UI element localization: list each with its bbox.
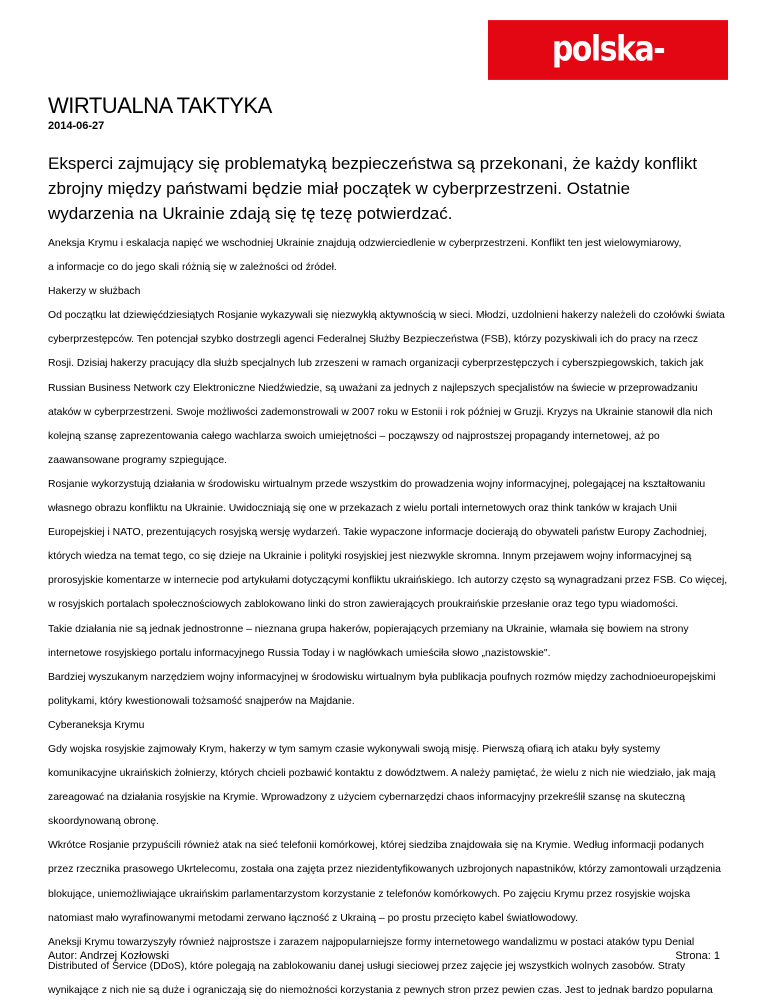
body-line: prorosyjskie komentarze w internecie pod artykułami dotyczącymi konfliktu ukraińskiego. Ich autorzy często są wynagradzani przez FSB. Co więcej,	[48, 575, 728, 587]
body-line: Europejskiej i NATO, prezentujących rosyjską wersję wydarzeń. Takie wypaczone informacje docierają do obywateli państw Europy Zachodniej,	[48, 527, 707, 539]
body-line: Bardziej wyszukanym narzędziem wojny informacyjnej w środowisku wirtualnym była publikacja poufnych rozmów między zachodnioeuropejskimi	[48, 671, 716, 683]
body-line: blokujące, uniemożliwiające ukraińskim parlamentarzystom korzystanie z telefonów komórkowych. Po zajęciu Krymu przez rosyjskie wojska	[48, 888, 691, 900]
body-line: Takie działania nie są jednak jednostronne – nieznana grupa hakerów, popierających przemiany na Ukrainie, włamała się bowiem na strony	[48, 623, 689, 635]
body-line: politykami, który kwestionowali tożsamość snajperów na Majdanie.	[48, 695, 355, 707]
article-title: WIRTUALNA TAKTYKA	[48, 93, 272, 118]
body-line: ataków w cyberprzestrzeni. Swoje możliwości zademonstrowali w 2007 roku w Estonii i rok później w Gruzji. Kryzys na Ukrainie stanowił dla nich	[48, 406, 713, 418]
site-logo[interactable]: polska-zbrojna.pl	[488, 20, 728, 80]
article-lead: Eksperci zajmujący się problematyką bezpieczeństwa są przekonani, że każdy konflikt zbrojny między państwami będzie miał początek w cyberprzestrzeni. Ostatnie wydarzenia na Ukrainie zdają się tę tezę potwierdzać.	[48, 154, 698, 223]
body-line: których wiedza na temat tego, co się dzieje na Ukrainie i polityki rosyjskiej jest niezwykle skromna. Innym przejawem wojny informacyjnej są	[48, 551, 692, 563]
body-line: wynikające z nich nie są duże i ograniczają się do niemożności korzystania z pewnych stron przez pewien czas. Jest to jednak bardzo popularna	[48, 984, 713, 996]
footer-author: Autor: Andrzej Kozłowski	[48, 950, 170, 962]
body-line: a informacje co do jego skali różnią się w zależności od źródeł.	[48, 262, 337, 274]
body-line: internetowe rosyjskiego portalu informacyjnego Russia Today i w nagłówkach umieściła słowo „nazistowskie".	[48, 647, 551, 659]
body-line: Od początku lat dziewięćdziesiątych Rosjanie wykazywali się niezwykłą aktywnością w sieci. Młodzi, uzdolnieni hakerzy należeli do czołówki świata	[48, 310, 725, 322]
body-line: komunikacyjne ukraińskich żołnierzy, których chcieli pozbawić kontaktu z dowództwem. A należy pamiętać, że wielu z nich nie wiedziało, jak mają	[48, 768, 716, 780]
body-line: zareagować na działania rosyjskie na Krymie. Wprowadzony z użyciem cybernarzędzi chaos informacyjny przekreślił szansę na skuteczną	[48, 792, 685, 804]
body-line: Russian Business Network czy Elektroniczne Niedźwiedzie, są uważani za jednych z najlepszych specjalistów na świecie w przeprowadzaniu	[48, 382, 698, 394]
body-line: Distributed of Service (DDoS), które polegają na zablokowaniu danej usługi sieciowej przez zajęcie jej wszystkich wolnych zasobów. Straty	[48, 960, 686, 972]
body-line: Rosjanie wykorzystują działania w środowisku wirtualnym przede wszystkim do prowadzenia wojny informacyjnej, polegającej na kształtowaniu	[48, 478, 706, 490]
footer-page-number: Strona: 1	[675, 950, 720, 962]
body-line: Gdy wojska rosyjskie zajmowały Krym, hakerzy w tym samym czasie wykonywali swoją misję. Pierwszą ofiarą ich ataku były systemy	[48, 743, 661, 755]
body-line: zaawansowane programy szpiegujące.	[48, 454, 228, 466]
article-date: 2014-06-27	[48, 120, 105, 132]
body-line: w rosyjskich portalach społecznościowych zablokowano linki do stron zawierających proukraińskie przesłanie oraz tego typu wiadomości.	[48, 599, 679, 611]
body-line: Aneksji Krymu towarzyszyły również najprostsze i zarazem najpopularniejsze formy internetowego wandalizmu w postaci ataków typu Denial	[48, 936, 695, 948]
body-line: Aneksja Krymu i eskalacja napięć we wschodniej Ukrainie znajdują odzwierciedlenie w cyberprzestrzeni. Konflikt ten jest wielowymiarowy,	[48, 238, 682, 249]
body-line: cyberprzestępców. Ten potencjał szybko dostrzegli agenci Federalnej Służby Bezpieczeństwa (FSB), którzy pozyskiwali ich do pracy na rzecz	[48, 334, 699, 346]
body-line: Rosji. Dzisiaj hakerzy pracujący dla służb specjalnych lub zrzeszeni w ramach organizacji cyberprzestępczych i cyberszpiegowskich, takich jak	[48, 358, 704, 370]
body-line: Wkrótce Rosjanie przypuścili również atak na sieć telefonii komórkowej, której siedziba znajdowała się na Krymie. Według informacji podanych	[48, 840, 704, 852]
body-line: kolejną szansę zaprezentowania całego wachlarza swoich umiejętności – począwszy od najprostszej propagandy internetowej, aż po	[48, 430, 660, 442]
body-line: skoordynowaną obronę.	[48, 816, 159, 828]
body-line: natomiast mało wyrafinowanymi metodami zerwano łączność z Ukrainą – po prostu przecięto kabel światłowodowy.	[48, 912, 578, 924]
body-line: własnego obrazu konfliktu na Ukrainie. Uwidoczniają się one w przekazach z wielu portali internetowych oraz think tanków w krajach Unii	[48, 503, 677, 515]
section-heading: Hakerzy w służbach	[48, 286, 141, 298]
section-heading: Cyberaneksja Krymu	[48, 719, 145, 731]
body-line: przez rzecznika prasowego Ukrtelecomu, została ona zajęta przez niezidentyfikowanych uzbrojonych napastników, którzy zamontowali urządzenia	[48, 864, 721, 876]
article-body	[48, 232, 728, 1003]
